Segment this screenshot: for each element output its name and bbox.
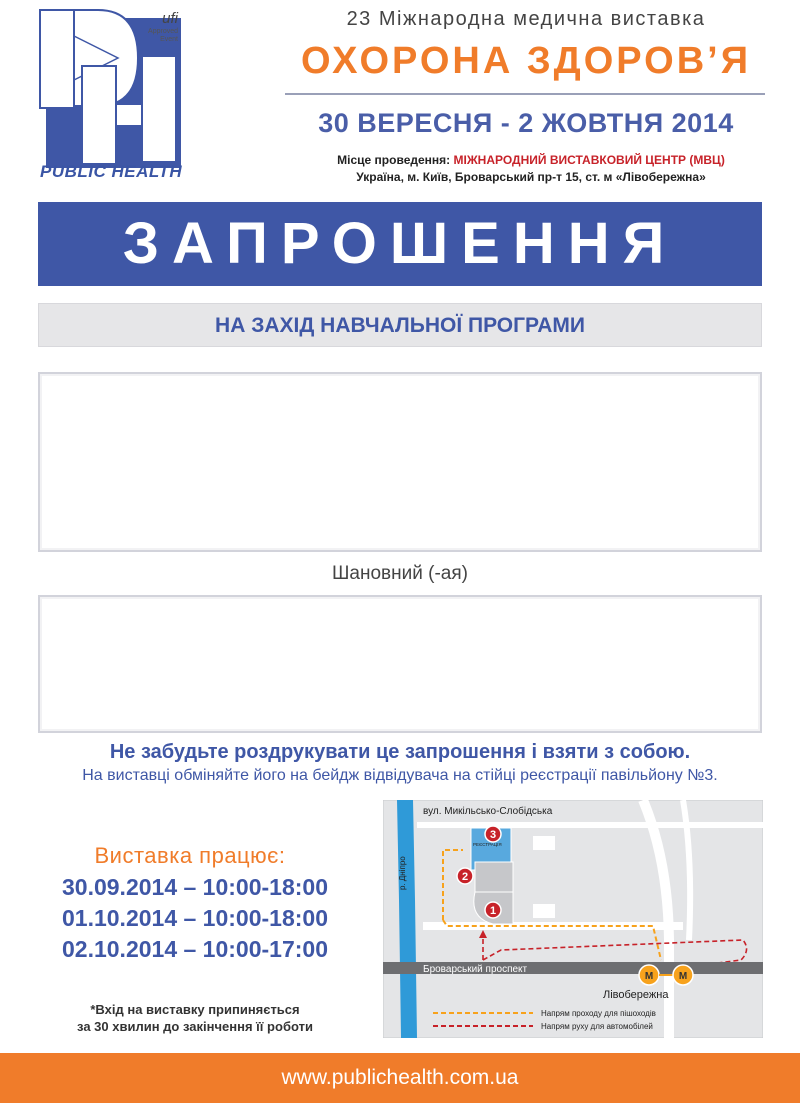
venue-label: Місце проведення: [337,153,454,167]
invitation-banner [38,202,762,286]
recipient-box [38,595,762,733]
venue-address: Україна, м. Київ, Броварський пр-т 15, ст. м «Лівобережна» [356,170,706,184]
avenue-label: Броварський проспект [423,964,528,975]
venue-line [300,153,762,167]
pavilion-2-building [475,862,513,896]
registration-label: РЕЄСТРАЦІЯ [473,842,502,847]
footer-bar [0,1053,800,1103]
logo-left-block [40,10,74,108]
subtitle-text: НА ЗАХІД НАВЧАЛЬНОЇ ПРОГРАМИ [215,314,585,337]
location-map [383,800,763,1038]
exhibition-dates: 30 ВЕРЕСНЯ - 2 ЖОВТНЯ 2014 [318,108,734,138]
badge-exchange-note: На виставці обміняйте його на бейдж відвідувача на стійці реєстрації павільйону №3. [82,767,718,784]
river-label: р. Дніпро [398,856,407,890]
entry-note: *Вхід на виставку припиняється [90,1002,300,1017]
logo-h-bar [116,104,142,126]
print-reminder: Не забудьте роздрукувати це запрошення і взяти з собою. [109,741,691,763]
pavilion-marker-2: 2 [461,871,469,883]
schedule-title: Виставка працює: [94,843,286,868]
logo-brand-text: PUBLIC HEALTH [40,162,183,181]
exhibition-title: ОХОРОНА ЗДОРОВ’Я [300,40,752,82]
exhibition-edition: 23 Міжнародна медична виставка [346,8,706,30]
pavilion-marker-1: 1 [489,905,497,917]
schedule-day: 01.10.2014 – 10:00-18:00 [62,905,328,931]
street-top-label: вул. Микільсько-Слобідська [423,806,553,817]
website-link[interactable]: www.publichealth.com.ua [281,1066,519,1089]
ufi-word: ufi [162,10,178,27]
logo-h-left [82,66,116,164]
legend-pedestrian: Напрям проходу для пішоходів [541,1009,656,1018]
pavilion-marker-3: 3 [489,829,497,841]
venue-name: МІЖНАРОДНИЙ ВИСТАВКОВИЙ ЦЕНТР (МВЦ) [453,153,725,167]
metro-icon-2: М [678,971,688,982]
event-details-box [38,372,762,552]
logo-h-right [142,56,176,162]
greeting-label: Шановний (-ая) [332,563,468,584]
schedule-day: 30.09.2014 – 10:00-18:00 [62,874,328,900]
invitation-title: ЗАПРОШЕННЯ [122,211,678,276]
subtitle-bar [38,303,762,347]
ufi-approved: Approved [148,28,178,35]
station-label: Лівобережна [603,989,669,1001]
ufi-event: Event [160,36,178,43]
ufi-badge [118,10,178,44]
metro-icon: М [644,971,654,982]
header-divider [285,93,765,95]
legend-car: Напрям руху для автомобілей [541,1022,653,1031]
schedule-day: 02.10.2014 – 10:00-17:00 [62,936,328,962]
entry-note-cont: за 30 хвилин до закінчення її роботи [77,1019,313,1034]
